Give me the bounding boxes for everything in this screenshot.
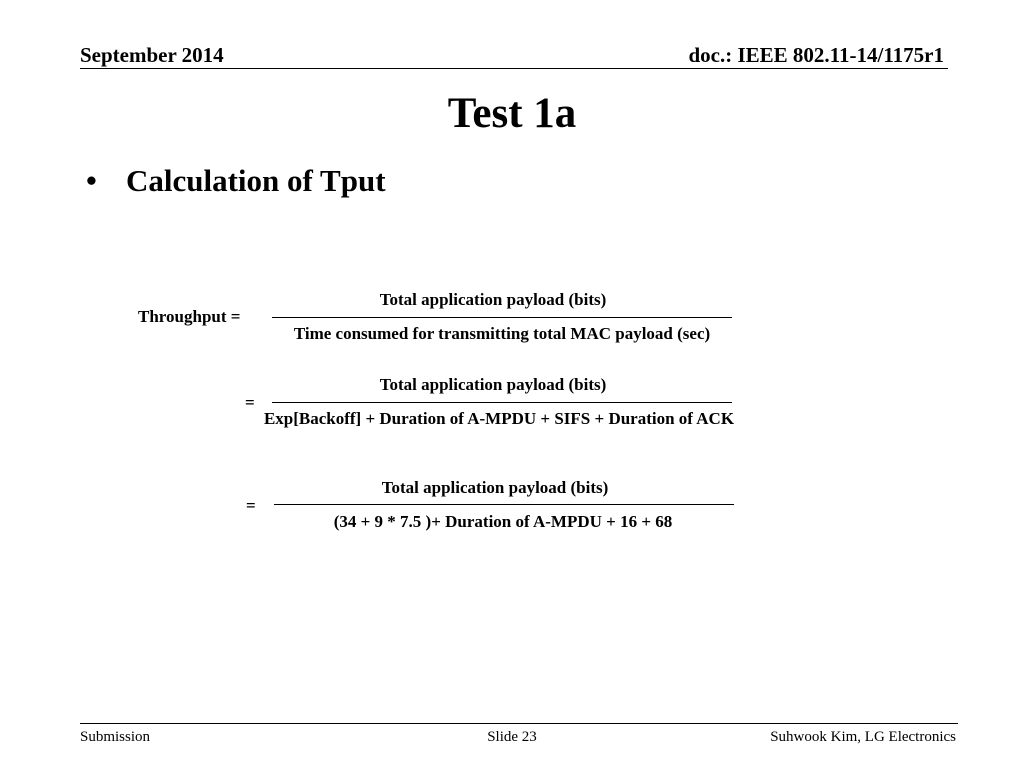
equation-3-denominator: (34 + 9 * 7.5 )+ Duration of A-MPDU + 16 + 68 xyxy=(333,512,673,531)
equation-2-denominator: Exp[Backoff] + Duration of A-MPDU + SIFS + Duration of ACK xyxy=(263,409,735,428)
equation-3-label: = xyxy=(246,496,256,515)
equation-3-fraction-bar xyxy=(274,504,734,505)
equation-2-label: = xyxy=(245,393,255,412)
header-divider xyxy=(80,68,948,69)
footer-slide-number: Slide 23 xyxy=(487,729,537,745)
equation-3-numerator: Total application payload (bits) xyxy=(381,478,609,497)
header-doc-id: doc.: IEEE 802.11-14/1175r1 xyxy=(688,43,944,67)
bullet-text: Calculation of Tput xyxy=(126,163,386,198)
equation-1-label: Throughput = xyxy=(138,307,241,326)
equation-2-fraction-bar xyxy=(272,402,732,403)
footer-submission: Submission xyxy=(80,729,151,745)
bullet-dot-icon: • xyxy=(86,163,97,198)
footer-divider xyxy=(80,723,958,724)
equation-1-numerator: Total application payload (bits) xyxy=(379,290,607,309)
equation-1-denominator: Time consumed for transmitting total MAC payload (sec) xyxy=(293,324,711,343)
equation-1-fraction-bar xyxy=(272,317,732,318)
equation-2-numerator: Total application payload (bits) xyxy=(379,375,607,394)
bullet-item xyxy=(86,161,386,201)
slide-title: Test 1a xyxy=(447,90,577,137)
header-date: September 2014 xyxy=(80,43,224,67)
footer-author: Suhwook Kim, LG Electronics xyxy=(770,729,956,745)
